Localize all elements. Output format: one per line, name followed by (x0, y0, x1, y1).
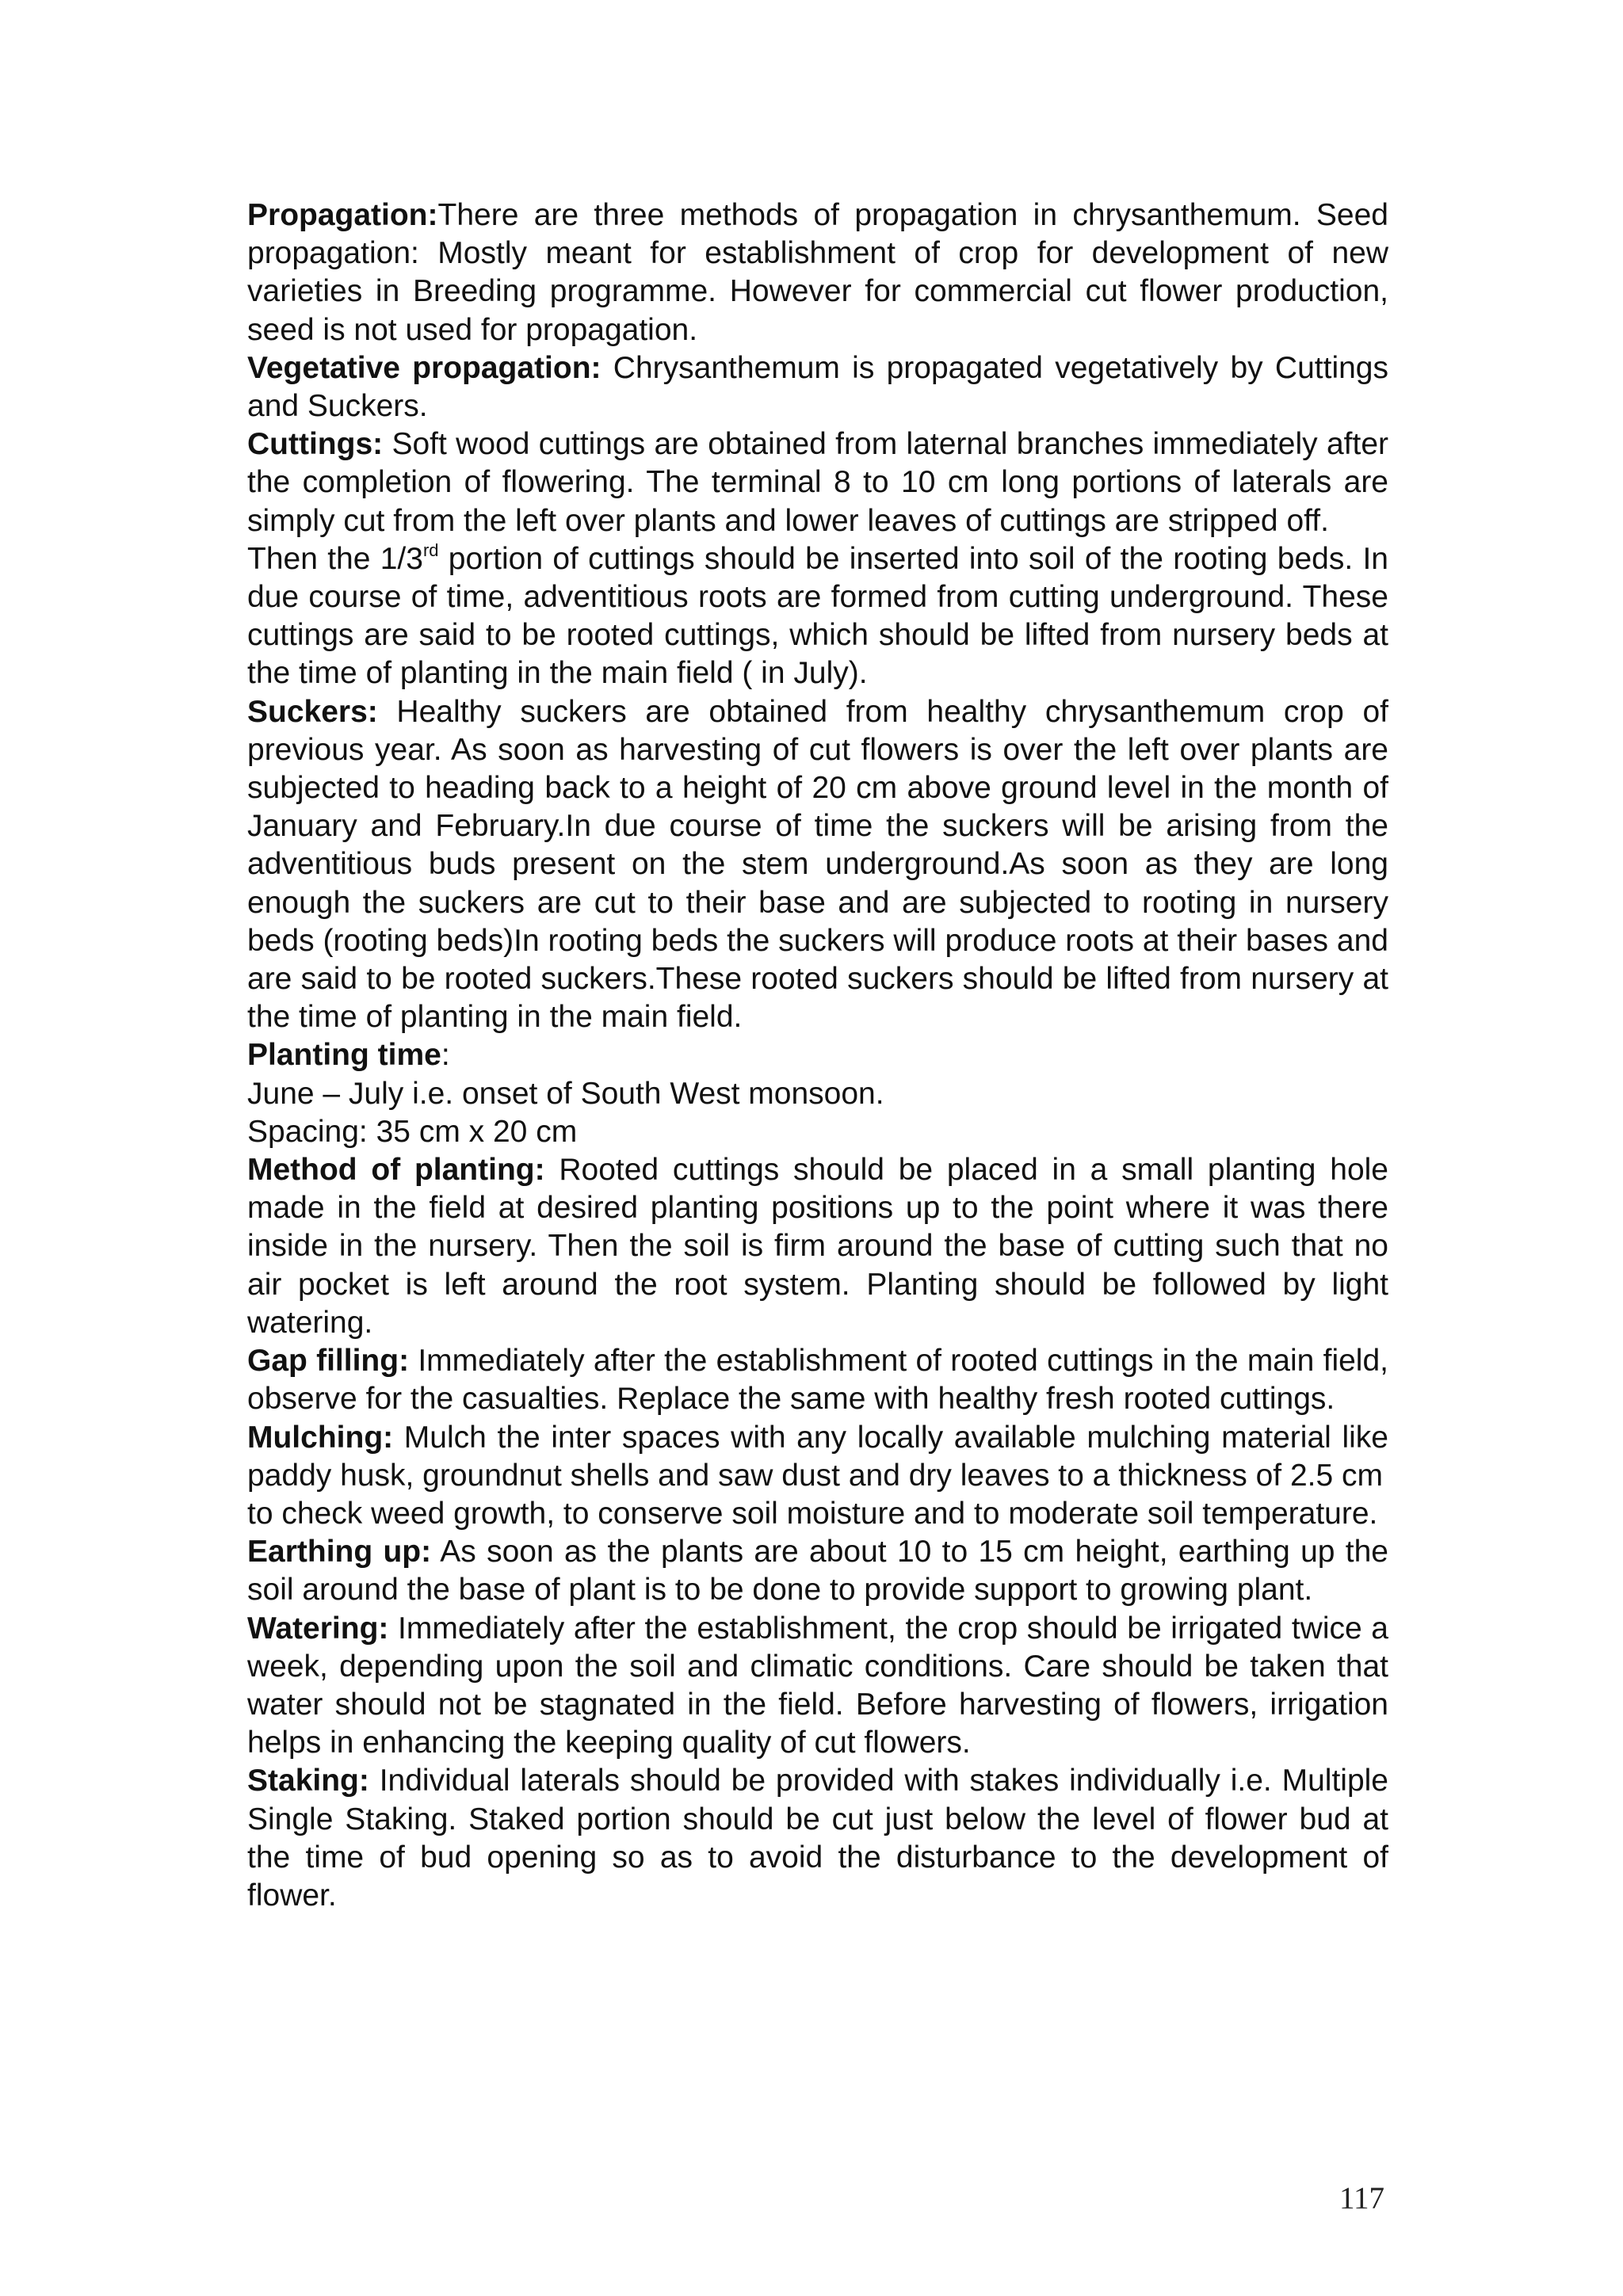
paragraph-watering (247, 1610, 1388, 1763)
text-propagation: There are three methods of propagation in chrysanthemum. Seed propagation: Mostly meant for establishment of crop for development of new varieties in Breeding programme. However for commercial cut flower production, seed is not used for propagation. (247, 198, 1388, 347)
paragraph-suckers (247, 693, 1388, 1037)
text-earthing-up: As soon as the plants are about 10 to 15 cm height, earthing up the soil around the base of plant is to be done to provide support to growing plant. (247, 1535, 1388, 1608)
body-text (247, 196, 1388, 1915)
text-vegetative-propagation: Chrysanthemum is propagated vegetatively by Cuttings and Suckers. (247, 350, 1388, 424)
text-planting-time: : (441, 1038, 450, 1073)
heading-cuttings: Cuttings: (247, 427, 384, 462)
heading-staking: Staking: (247, 1764, 369, 1798)
heading-vegetative-propagation: Vegetative propagation: (247, 350, 601, 385)
superscript-rd: rd (422, 540, 439, 560)
text-rooting-beds-end: portion of cuttings should be inserted into soil of the rooting beds. In due course of time, adventitious roots are formed from cutting underground. These cuttings are said to be rooted cuttings, which should be lifted from nursery beds at the time of planting in the main field ( in July). (247, 541, 1388, 691)
paragraph-vegetative-propagation (247, 349, 1388, 425)
paragraph-propagation (247, 196, 1388, 349)
heading-propagation: Propagation: (247, 198, 438, 232)
paragraph-staking (247, 1762, 1388, 1915)
paragraph-method-of-planting (247, 1151, 1388, 1342)
text-spacing: Spacing: 35 cm x 20 cm (247, 1114, 578, 1149)
heading-gap-filling: Gap filling: (247, 1344, 410, 1379)
text-planting-season: June – July i.e. onset of South West monsoon. (247, 1076, 884, 1111)
text-mulching-purpose: to check weed growth, to conserve soil moisture and to moderate soil temperature. (247, 1496, 1378, 1531)
text-cuttings: Soft wood cuttings are obtained from laternal branches immediately after the completion of flowering. The terminal 8 to 10 cm long portions of laterals are simply cut from the left over plants and lower leaves of cuttings are stripped off. (247, 427, 1388, 538)
text-gap-filling: Immediately after the establishment of rooted cuttings in the main field, observe for the casualties. Replace the same with healthy fresh rooted cuttings. (247, 1344, 1388, 1417)
text-watering: Immediately after the establishment, the crop should be irrigated twice a week, depending upon the soil and climatic conditions. Care should be taken that water should not be stagnated in the field. Before harvesting of flowers, irrigation helps in enhancing the keeping quality of cut flowers. (247, 1611, 1388, 1760)
page-number: 117 (1339, 2181, 1385, 2215)
heading-planting-time: Planting time (247, 1038, 441, 1073)
paragraph-rooting-beds (247, 540, 1388, 693)
heading-earthing-up: Earthing up: (247, 1535, 432, 1569)
text-mulching: Mulch the inter spaces with any locally available mulching material like paddy husk, groundnut shells and saw dust and dry leaves to a thickness of 2.5 cm (247, 1420, 1388, 1493)
paragraph-planting-time (247, 1036, 1388, 1074)
paragraph-planting-season (247, 1075, 1388, 1113)
paragraph-cuttings (247, 425, 1388, 540)
paragraph-mulching (247, 1419, 1388, 1495)
text-method-of-planting: Rooted cuttings should be placed in a small planting hole made in the field at desired planting positions up to the point where it was there inside in the nursery. Then the soil is firm around the base of cutting such that no air pocket is left around the root system. Planting should be followed by light watering. (247, 1153, 1388, 1340)
paragraph-spacing (247, 1113, 1388, 1151)
paragraph-mulching-purpose (247, 1495, 1388, 1533)
heading-suckers: Suckers: (247, 694, 378, 729)
text-suckers: Healthy suckers are obtained from healthy chrysanthemum crop of previous year. As soon as harvesting of cut flowers is over the left over plants are subjected to heading back to a height of 20 cm above ground level in the month of January and February.In due course of time the suckers will be arising from the adventitious buds present on the stem underground.As soon as they are long enough the suckers are cut to their base and are subjected to rooting in nursery beds (rooting beds)In rooting beds the suckers will produce roots at their bases and are said to be rooted suckers.These rooted suckers should be lifted from nursery at the time of planting in the main field. (247, 694, 1388, 1035)
paragraph-earthing-up (247, 1533, 1388, 1609)
paragraph-gap-filling (247, 1342, 1388, 1418)
heading-watering: Watering: (247, 1611, 389, 1646)
heading-mulching: Mulching: (247, 1420, 394, 1455)
text-staking: Individual laterals should be provided with stakes individually i.e. Multiple Single Staking. Staked portion should be cut just below the level of flower bud at the time of bud opening so as to avoid the disturbance to the development of flower. (247, 1764, 1388, 1913)
heading-method-of-planting: Method of planting: (247, 1153, 545, 1188)
text-rooting-beds-start: Then the 1/3 (247, 541, 423, 576)
